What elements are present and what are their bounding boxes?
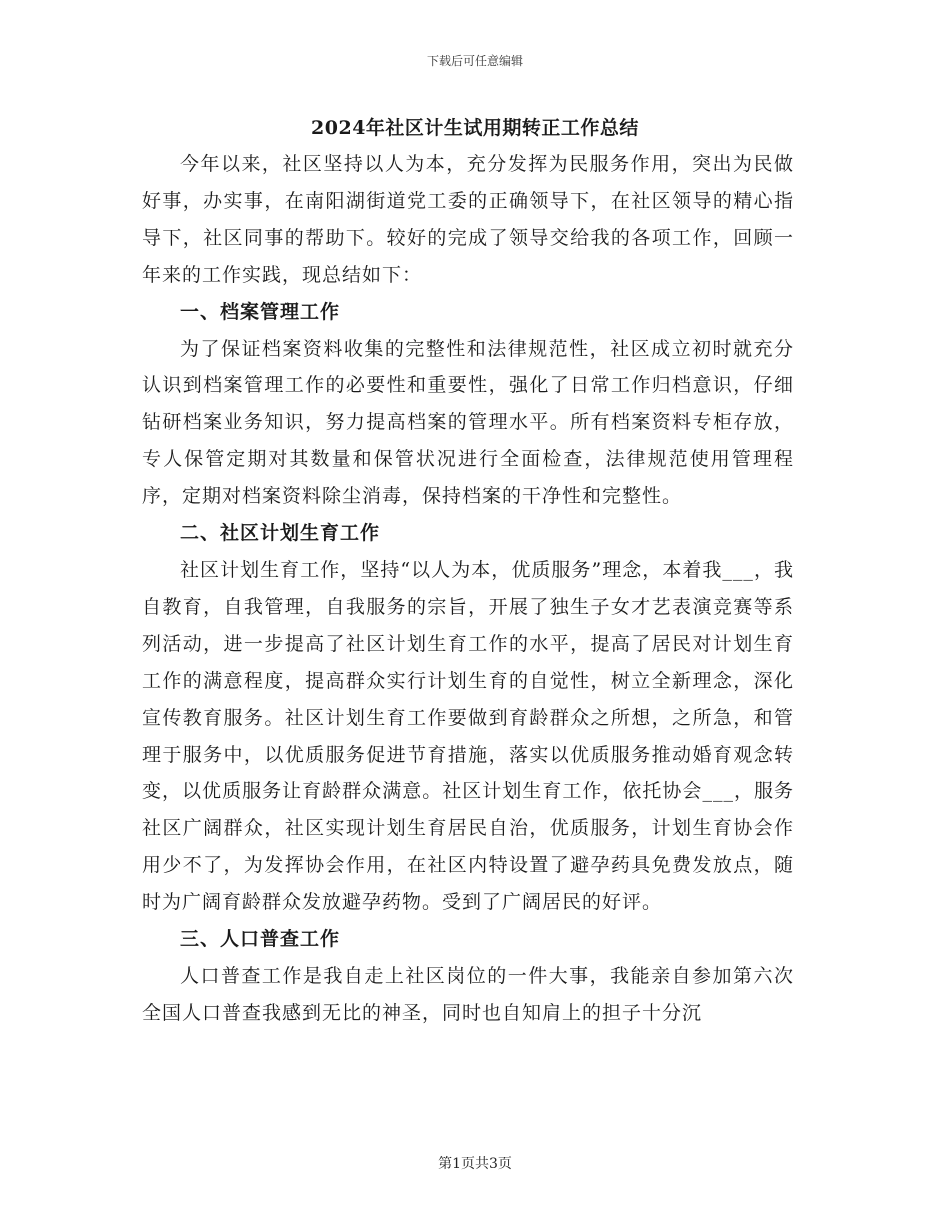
document-title: 2024年社区计生试用期转正工作总结 (311, 117, 639, 139)
section-body-archives: 为了保证档案资料收集的完整性和法律规范性，社区成立初时就充分认识到档案管理工作的必要性和重要性，强化了日常工作归档意识，仔细钻研档案业务知识，努力提高档案的管理水平。所有档案资料专柜存放，专人保管定期对其数量和保管状况进行全面检查，法律规范使用管理程序，定期对档案资料除尘消毒，保持档案的干净性和完整性。 (142, 337, 794, 508)
page-header-note: 下载后可任意编辑 (426, 54, 523, 68)
section-body-census: 人口普查工作是我自走上社区岗位的一件大事，我能亲自参加第六次全国人口普查我感到无比的神圣，同时也自知肩上的担子十分沉 (142, 964, 794, 1024)
page-number: 第1页共3页 (438, 1156, 512, 1172)
intro-paragraph: 今年以来，社区坚持以人为本，充分发挥为民服务作用，突出为民做好事，办实事，在南阳湖街道党工委的正确领导下，在社区领导的精心指导下，社区同事的帮助下。较好的完成了领导交给我的各项工作，回顾一年来的工作实践，现总结如下： (142, 153, 794, 286)
section-heading-archives: 一、档案管理工作 (180, 300, 341, 323)
section-body-family-planning: 社区计划生育工作，坚持“以人为本，优质服务”理念，本着我___，我自教育，自我管理，自我服务的宗旨，开展了独生子女才艺表演竞赛等系列活动，进一步提高了社区计划生育工作的水平，提高了居民对计划生育工作的满意程度，提高群众实行计划生育的自觉性，树立全新理念，深化宣传教育服务。社区计划生育工作要做到育龄群众之所想，之所急，和管理于服务中，以优质服务促进节育措施，落实以优质服务推动婚育观念转变，以优质服务让育龄群众满意。社区计划生育工作，依托协会___，服务社区广阔群众，社区实现计划生育居民自治，优质服务，计划生育协会作用少不了，为发挥协会作用，在社区内特设置了避孕药具免费发放点，随时为广阔育龄群众发放避孕药物。受到了广阔居民的好评。 (142, 558, 794, 914)
section-heading-family-planning: 二、社区计划生育工作 (180, 522, 381, 545)
document-body (142, 146, 794, 1032)
section-heading-census: 三、人口普查工作 (180, 928, 341, 951)
